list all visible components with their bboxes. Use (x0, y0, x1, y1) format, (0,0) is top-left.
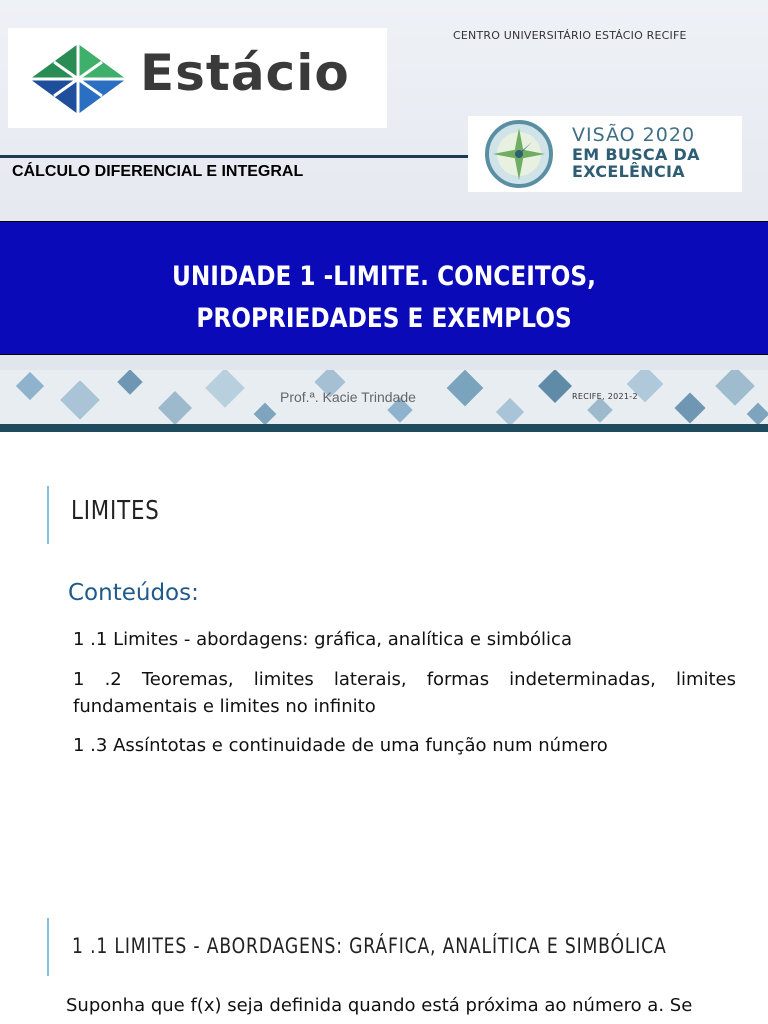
list-item: 1 .1 Limites - abordagens: gráfica, analítica e simbólica (73, 629, 572, 650)
estacio-logo (8, 28, 387, 128)
accent-bar-limites (47, 486, 49, 544)
contents-heading: Conteúdos: (68, 580, 199, 606)
visao-line1: VISÃO 2020 (572, 124, 696, 146)
course-title: CÁLCULO DIFERENCIAL E INTEGRAL (12, 163, 304, 180)
unit-title: UNIDADE 1 -LIMITE. CONCEITOS, PROPRIEDADES E EXEMPLOS (172, 261, 596, 334)
title-slide (0, 0, 768, 432)
compass-icon (472, 118, 566, 190)
header-divider (0, 155, 468, 158)
accent-bar-section (47, 918, 49, 976)
place-date: RECIFE, 2021-2 (572, 392, 638, 401)
institution-name: CENTRO UNIVERSITÁRIO ESTÁCIO RECIFE (453, 29, 687, 42)
content-slides (0, 432, 768, 1024)
visao-2020-badge (468, 116, 742, 192)
list-item: 1 .3 Assíntotas e continuidade de uma função num número (73, 735, 608, 756)
section-title: 1 .1 LIMITES - ABORDAGENS: GRÁFICA, ANALÍTICA E SIMBÓLICA (72, 934, 667, 958)
visao-line3: EXCELÊNCIA (572, 162, 685, 181)
pattern-bottom-bar (0, 424, 768, 432)
title-band (0, 221, 768, 355)
visao-line2: EM BUSCA DA (572, 145, 700, 164)
intro-paragraph: Suponha que f(x) seja definida quando está próxima ao número a. Se (66, 995, 693, 1016)
estacio-diamond-icon (28, 42, 128, 116)
professor-name: Prof.ª. Kacie Trindade (280, 389, 416, 405)
limites-title: LIMITES (71, 496, 160, 526)
list-item: 1 .2 Teoremas, limites laterais, formas indeterminadas, limites fundamentais e limites no infinito (73, 669, 736, 717)
logo-wordmark: Estácio (140, 44, 350, 102)
